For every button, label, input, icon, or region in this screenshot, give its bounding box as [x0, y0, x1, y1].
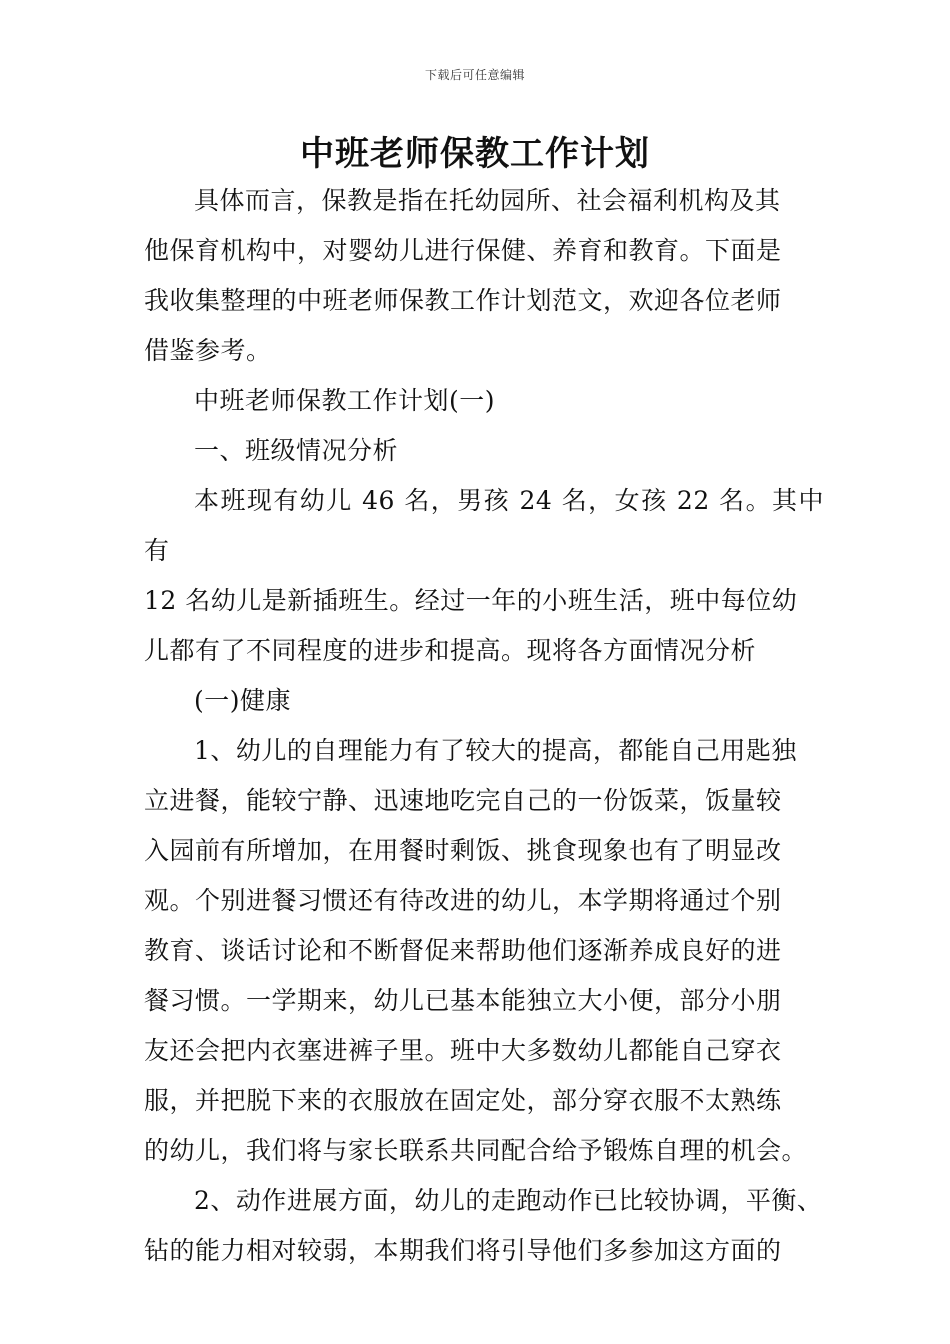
document-body [144, 176, 824, 1276]
text-line: 儿都有了不同程度的进步和提高。现将各方面情况分析 [144, 636, 757, 665]
text-line: 2、动作进展方面，幼儿的走跑动作已比较协调，平衡、 [194, 1186, 823, 1215]
paragraph-intro [144, 176, 824, 376]
section-heading-class-analysis [144, 426, 824, 476]
section-heading-plan-one [144, 376, 824, 426]
text-line: (一)健康 [194, 686, 292, 715]
paragraph-motor-development [144, 1176, 824, 1276]
text-line: 立进餐，能较宁静、迅速地吃完自己的一份饭菜，饭量较 [144, 786, 782, 815]
text-line: 1、幼儿的自理能力有了较大的提高，都能自己用匙独 [194, 736, 797, 765]
text-line: 钻的能力相对较弱，本期我们将引导他们多参加这方面的 [144, 1236, 782, 1265]
text-line: 我收集整理的中班老师保教工作计划范文，欢迎各位老师 [144, 286, 782, 315]
text-line: 入园前有所增加，在用餐时剩饭、挑食现象也有了明显改 [144, 836, 782, 865]
document-title: 中班老师保教工作计划 [300, 134, 650, 174]
header-note: 下载后可任意编辑 [424, 68, 525, 82]
text-line: 观。个别进餐习惯还有待改进的幼儿，本学期将通过个别 [144, 886, 782, 915]
subsection-heading-health [144, 676, 824, 726]
text-line: 教育、谈话讨论和不断督促来帮助他们逐渐养成良好的进 [144, 936, 782, 965]
paragraph-class-stats [144, 476, 824, 676]
text-line: 中班老师保教工作计划(一) [194, 386, 496, 415]
text-line: 友还会把内衣塞进裤子里。班中大多数幼儿都能自己穿衣 [144, 1036, 782, 1065]
text-line: 服，并把脱下来的衣服放在固定处，部分穿衣服不太熟练 [144, 1086, 782, 1115]
text-line: 借鉴参考。 [144, 336, 272, 365]
text-line: 的幼儿，我们将与家长联系共同配合给予锻炼自理的机会。 [144, 1136, 808, 1165]
paragraph-self-care [144, 726, 824, 1176]
text-line: 12 名幼儿是新插班生。经过一年的小班生活，班中每位幼 [144, 586, 798, 615]
text-line: 具体而言，保教是指在托幼园所、社会福利机构及其 [194, 186, 781, 215]
text-line: 一、班级情况分析 [194, 436, 399, 465]
text-line: 他保育机构中，对婴幼儿进行保健、养育和教育。下面是 [144, 236, 782, 265]
text-line: 餐习惯。一学期来，幼儿已基本能独立大小便，部分小朋 [144, 986, 782, 1015]
text-line: 本班现有幼儿 46 名，男孩 24 名，女孩 22 名。其中有 [144, 486, 824, 565]
